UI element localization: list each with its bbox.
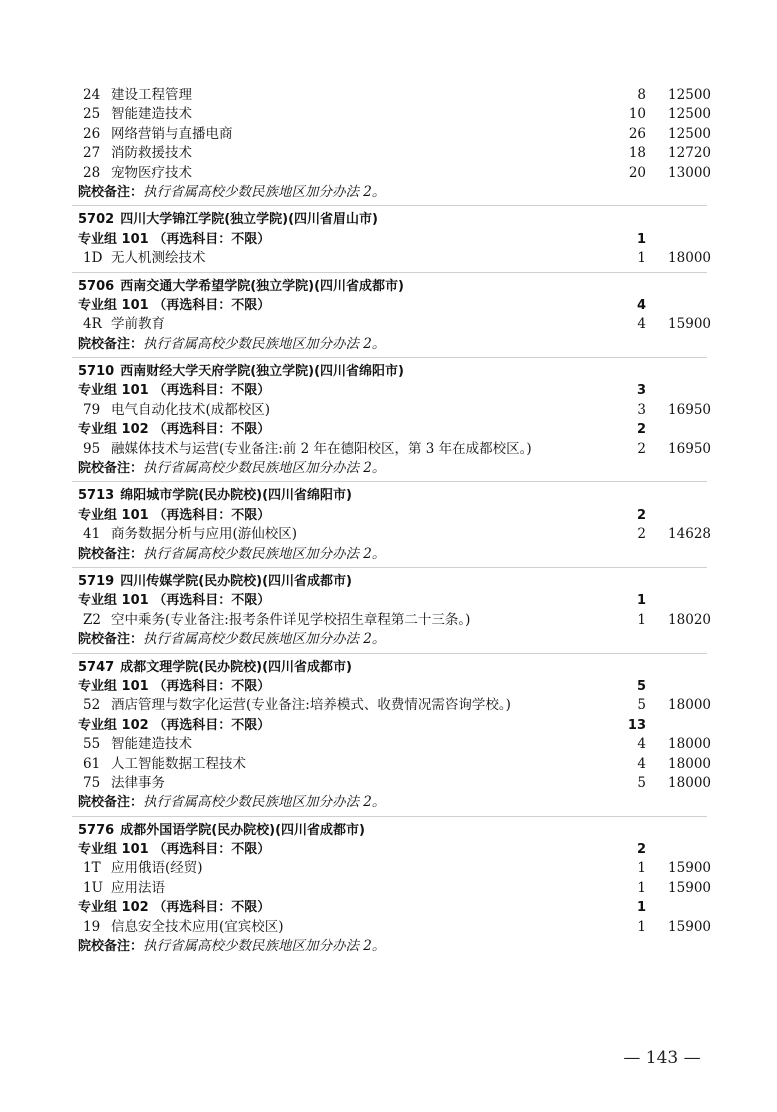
major-row <box>0 879 777 898</box>
major-row <box>0 315 777 334</box>
group-label: 专业组 101 （再选科目：不限） <box>78 297 271 313</box>
group-plan-count: 2 <box>636 842 646 858</box>
group-plan-count: 2 <box>636 422 646 438</box>
school-header <box>0 821 777 840</box>
note-entry <box>78 545 385 564</box>
major-entry <box>83 315 165 334</box>
major-row <box>0 918 777 937</box>
major-tuition-fee: 18020 <box>668 611 711 628</box>
school-note <box>0 545 777 564</box>
major-entry <box>83 144 192 163</box>
major-code: Z2 <box>83 611 101 628</box>
major-entry <box>83 859 203 878</box>
major-plan-count: 1 <box>637 879 646 896</box>
major-row <box>0 440 777 459</box>
school-name: 四川传媒学院(民办院校)(四川省成都市) <box>120 573 352 589</box>
major-name: 网络营销与直播电商 <box>111 125 233 142</box>
major-plan-count: 1 <box>637 860 646 877</box>
school-name: 西南交通大学希望学院(独立学院)(四川省成都市) <box>120 278 404 294</box>
major-plan-count: 5 <box>637 774 646 791</box>
note-text: 执行省属高校少数民族地区加分办法 2。 <box>143 545 386 562</box>
major-row <box>0 125 777 144</box>
major-entry <box>83 105 192 124</box>
major-tuition-fee: 16950 <box>668 401 711 418</box>
school-name: 成都外国语学院(民办院校)(四川省成都市) <box>120 822 365 838</box>
major-code: 26 <box>83 125 101 142</box>
major-plan-count: 4 <box>637 736 646 753</box>
group-plan-count: 1 <box>636 593 646 609</box>
major-tuition-fee: 16950 <box>668 440 711 457</box>
major-entry <box>83 774 165 793</box>
major-name: 建设工程管理 <box>111 87 192 103</box>
major-tuition-fee: 14628 <box>668 526 711 543</box>
school-title <box>78 277 404 296</box>
group-plan-count: 1 <box>636 900 646 916</box>
school-title <box>78 486 352 505</box>
school-title <box>78 658 352 677</box>
group-label: 专业组 101 （再选科目：不限） <box>78 678 271 694</box>
major-entry <box>83 918 284 937</box>
major-name: 融媒体技术与运营(专业备注:前 2 年在德阳校区，第 3 年在成都校区。) <box>111 440 532 457</box>
school-name: 西南财经大学天府学院(独立学院)(四川省绵阳市) <box>120 364 404 380</box>
note-entry <box>78 335 385 354</box>
major-group-header <box>0 898 777 917</box>
major-entry <box>83 525 297 544</box>
school-header <box>0 210 777 229</box>
school-note <box>0 937 777 956</box>
major-tuition-fee: 12720 <box>668 145 711 162</box>
major-group-header <box>0 230 777 249</box>
group-plan-count: 2 <box>636 507 646 523</box>
major-code: 1U <box>83 879 103 896</box>
major-entry <box>83 86 192 105</box>
major-group-header <box>0 677 777 696</box>
section-divider <box>72 272 707 273</box>
school-code: 5719 <box>78 573 115 589</box>
major-plan-count: 8 <box>637 87 646 103</box>
note-text: 执行省属高校少数民族地区加分办法 2。 <box>143 794 386 811</box>
school-title <box>78 821 365 840</box>
major-plan-count: 18 <box>628 145 646 162</box>
section-divider <box>72 816 707 817</box>
major-plan-count: 1 <box>637 918 646 935</box>
major-name: 空中乘务(专业备注:报考条件详见学校招生章程第二十三条。) <box>111 611 471 628</box>
note-label: 院校备注： <box>78 939 144 955</box>
school-code: 5747 <box>78 659 115 675</box>
major-code: 4R <box>83 316 102 333</box>
major-code: 79 <box>83 401 101 418</box>
major-name: 智能建造技术 <box>111 736 192 753</box>
major-name: 酒店管理与数字化运营(专业备注:培养模式、收费情况需咨询学校。) <box>111 697 511 714</box>
major-entry <box>83 696 511 715</box>
major-name: 电气自动化技术(成都校区) <box>111 401 271 418</box>
section-divider <box>72 653 707 654</box>
group-label: 专业组 102 （再选科目：不限） <box>78 422 271 438</box>
major-plan-count: 1 <box>637 250 646 267</box>
major-name: 消防救援技术 <box>111 145 192 162</box>
major-tuition-fee: 15900 <box>668 316 711 333</box>
school-header <box>0 658 777 677</box>
major-name: 无人机测绘技术 <box>111 250 206 267</box>
major-entry <box>83 755 246 774</box>
school-name: 四川大学锦江学院(独立学院)(四川省眉山市) <box>120 212 378 228</box>
major-tuition-fee: 18000 <box>668 755 711 772</box>
note-label: 院校备注： <box>78 632 144 648</box>
major-code: 1T <box>83 860 101 877</box>
major-group-header <box>0 716 777 735</box>
school-code: 5710 <box>78 364 115 380</box>
school-note <box>0 630 777 649</box>
major-entry <box>83 879 165 898</box>
major-plan-count: 10 <box>628 106 646 123</box>
major-tuition-fee: 15900 <box>668 860 711 877</box>
note-entry <box>78 183 385 202</box>
major-name: 应用俄语(经贸) <box>111 860 203 877</box>
note-label: 院校备注： <box>78 795 144 811</box>
major-code: 95 <box>83 440 101 457</box>
major-entry <box>83 249 206 268</box>
group-label: 专业组 101 （再选科目：不限） <box>78 507 271 523</box>
major-name: 应用法语 <box>111 879 165 896</box>
major-name: 宠物医疗技术 <box>111 164 192 181</box>
note-text: 执行省属高校少数民族地区加分办法 2。 <box>143 460 386 477</box>
school-note <box>0 183 777 202</box>
group-label: 专业组 102 （再选科目：不限） <box>78 717 271 733</box>
school-header <box>0 486 777 505</box>
group-plan-count: 4 <box>636 297 646 313</box>
major-name: 智能建造技术 <box>111 106 192 123</box>
major-row <box>0 164 777 183</box>
group-plan-count: 3 <box>636 383 646 399</box>
group-label: 专业组 101 （再选科目：不限） <box>78 231 271 247</box>
major-code: 19 <box>83 918 101 935</box>
major-row <box>0 525 777 544</box>
major-row <box>0 774 777 793</box>
major-plan-count: 2 <box>637 440 646 457</box>
group-plan-count: 5 <box>636 678 646 694</box>
major-tuition-fee: 12500 <box>668 125 711 142</box>
major-row <box>0 696 777 715</box>
major-code: 55 <box>83 736 101 753</box>
note-label: 院校备注： <box>78 184 144 200</box>
major-tuition-fee: 18000 <box>668 736 711 753</box>
school-title <box>78 210 378 229</box>
major-entry <box>83 401 270 420</box>
major-tuition-fee: 18000 <box>668 250 711 267</box>
section-divider <box>72 481 707 482</box>
school-code: 5706 <box>78 278 115 294</box>
note-text: 执行省属高校少数民族地区加分办法 2。 <box>143 335 386 352</box>
group-label: 专业组 101 （再选科目：不限） <box>78 383 271 399</box>
major-entry <box>83 735 192 754</box>
school-title <box>78 572 352 591</box>
major-plan-count: 4 <box>637 755 646 772</box>
major-tuition-fee: 18000 <box>668 774 711 791</box>
major-plan-count: 2 <box>637 526 646 543</box>
major-plan-count: 20 <box>628 164 646 181</box>
note-entry <box>78 937 385 956</box>
note-label: 院校备注： <box>78 461 144 477</box>
major-code: 41 <box>83 526 101 543</box>
group-label: 专业组 102 （再选科目：不限） <box>78 900 271 916</box>
note-label: 院校备注： <box>78 546 144 562</box>
school-title <box>78 362 404 381</box>
major-row <box>0 755 777 774</box>
major-row <box>0 105 777 124</box>
major-name: 法律事务 <box>111 774 165 791</box>
major-plan-count: 4 <box>637 316 646 333</box>
note-label: 院校备注： <box>78 336 144 352</box>
major-tuition-fee: 12500 <box>668 106 711 123</box>
major-name: 人工智能数据工程技术 <box>111 755 246 772</box>
group-plan-count: 1 <box>636 231 646 247</box>
major-tuition-fee: 15900 <box>668 918 711 935</box>
major-tuition-fee: 15900 <box>668 879 711 896</box>
major-code: 25 <box>83 106 101 123</box>
note-text: 执行省属高校少数民族地区加分办法 2。 <box>143 631 386 648</box>
major-tuition-fee: 12500 <box>668 87 711 103</box>
major-code: 27 <box>83 145 101 162</box>
major-code: 75 <box>83 774 101 791</box>
major-plan-count: 5 <box>637 697 646 714</box>
major-row <box>0 86 777 105</box>
group-label: 专业组 101 （再选科目：不限） <box>78 593 271 609</box>
major-code: 52 <box>83 697 101 714</box>
major-group-header <box>0 591 777 610</box>
major-plan-count: 3 <box>637 401 646 418</box>
school-note <box>0 459 777 478</box>
page-number: — 143 — <box>623 1048 701 1068</box>
school-header <box>0 572 777 591</box>
school-name: 绵阳城市学院(民办院校)(四川省绵阳市) <box>120 488 352 504</box>
school-code: 5713 <box>78 488 115 504</box>
note-entry <box>78 630 385 649</box>
major-row <box>0 735 777 754</box>
section-divider <box>72 205 707 206</box>
major-name: 学前教育 <box>111 316 165 333</box>
group-label: 专业组 101 （再选科目：不限） <box>78 842 271 858</box>
major-group-header <box>0 420 777 439</box>
major-plan-count: 26 <box>628 125 646 142</box>
major-code: 1D <box>83 250 103 267</box>
major-tuition-fee: 13000 <box>668 164 711 181</box>
major-tuition-fee: 18000 <box>668 697 711 714</box>
major-group-header <box>0 840 777 859</box>
note-text: 执行省属高校少数民族地区加分办法 2。 <box>143 938 386 955</box>
school-code: 5702 <box>78 212 115 228</box>
school-code: 5776 <box>78 822 115 838</box>
section-divider <box>72 357 707 358</box>
major-entry <box>83 125 233 144</box>
major-entry <box>83 611 470 630</box>
major-code: 24 <box>83 87 101 103</box>
major-row <box>0 401 777 420</box>
major-name: 商务数据分析与应用(游仙校区) <box>111 526 298 543</box>
major-code: 28 <box>83 164 101 181</box>
major-row <box>0 144 777 163</box>
school-header <box>0 362 777 381</box>
major-plan-count: 1 <box>637 611 646 628</box>
major-name: 信息安全技术应用(宜宾校区) <box>111 918 284 935</box>
note-entry <box>78 459 385 478</box>
major-group-header <box>0 381 777 400</box>
group-plan-count: 13 <box>627 717 646 733</box>
admission-listing <box>0 86 777 956</box>
major-row <box>0 249 777 268</box>
major-group-header <box>0 296 777 315</box>
major-entry <box>83 164 192 183</box>
school-name: 成都文理学院(民办院校)(四川省成都市) <box>120 659 352 675</box>
school-header <box>0 277 777 296</box>
major-row <box>0 611 777 630</box>
major-group-header <box>0 506 777 525</box>
section-divider <box>72 567 707 568</box>
note-entry <box>78 793 385 812</box>
note-text: 执行省属高校少数民族地区加分办法 2。 <box>143 183 386 200</box>
school-note <box>0 793 777 812</box>
school-note <box>0 335 777 354</box>
major-row <box>0 859 777 878</box>
major-code: 61 <box>83 755 101 772</box>
major-entry <box>83 440 532 459</box>
